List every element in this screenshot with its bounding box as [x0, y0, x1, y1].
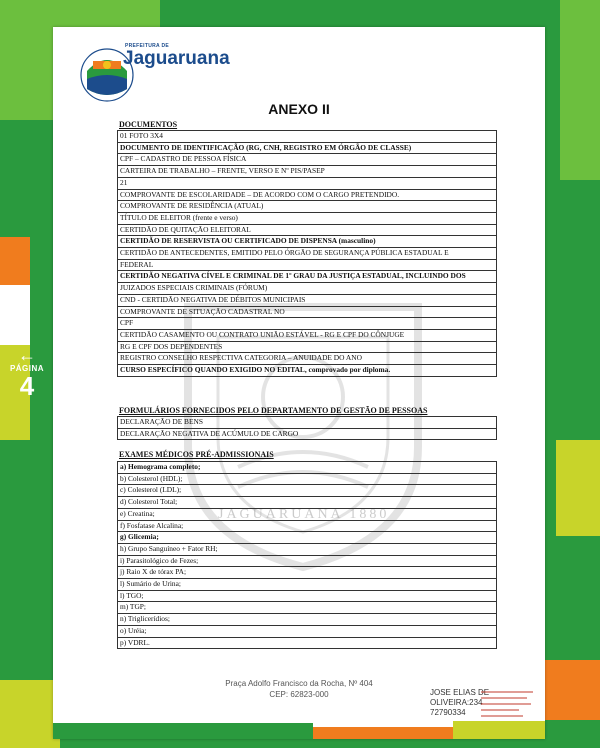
table-row [118, 473, 497, 485]
table-cell: CERTIDÃO CASAMENTO OU CONTRATO UNIÃO ESTÁVEL - RG E CPF DO CÔNJUGE [118, 329, 497, 341]
table-row [118, 579, 497, 591]
signer-line: JOSE ELIAS DE [430, 688, 490, 697]
documentos-table [117, 130, 497, 377]
table-row [118, 353, 497, 365]
table-cell: m) TGP; [118, 602, 497, 614]
table-cell: d) Colesterol Total; [118, 497, 497, 509]
table-row [118, 485, 497, 497]
table-cell: COMPROVANTE DE ESCOLARIDADE – DE ACORDO COM O CARGO PRETENDIDO. [118, 189, 497, 201]
page-label: PÁGINA [9, 364, 45, 373]
table-row [118, 602, 497, 614]
logo-title: Jaguaruana [123, 48, 230, 69]
table-cell: l) Sumário de Urina; [118, 579, 497, 591]
table-row [118, 329, 497, 341]
table-row [118, 555, 497, 567]
table-cell: n) Triglicerídios; [118, 614, 497, 626]
table-row [118, 177, 497, 189]
table-cell: CERTIDÃO NEGATIVA CÍVEL E CRIMINAL DE 1º GRAU DA JUSTIÇA ESTADUAL, INCLUINDO DOS [118, 271, 497, 283]
table-cell: FEDERAL [118, 259, 497, 271]
table-row [118, 236, 497, 248]
table-cell: CERTIDÃO DE RESERVISTA OU CERTIFICADO DE DISPENSA (masculino) [118, 236, 497, 248]
table-cell: i) Parasitológico de Fezes; [118, 555, 497, 567]
bg-stripe-orange [0, 237, 30, 285]
table-cell: l) TGO; [118, 590, 497, 602]
logo-subtitle: PREFEITURA DE [125, 43, 169, 49]
table-row [118, 248, 497, 260]
cep-line: CEP: 62823-000 [269, 690, 329, 699]
table-cell: CND - CERTIDÃO NEGATIVA DE DÉBITOS MUNICIPAIS [118, 294, 497, 306]
table-cell: TÍTULO DE ELEITOR (frente e verso) [118, 212, 497, 224]
table-cell: JUIZADOS ESPECIAIS CRIMINAIS (FÓRUM) [118, 283, 497, 295]
table-cell: DECLARAÇÃO DE BENS [118, 417, 497, 429]
bg-stripe-bottom-yellow [0, 680, 60, 748]
table-row [118, 365, 497, 377]
table-cell: o) Uréia; [118, 625, 497, 637]
bg-stripe-right-light [560, 0, 600, 180]
arrow-left-icon: ← [18, 345, 36, 365]
table-cell: RG E CPF DOS DEPENDENTES [118, 341, 497, 353]
page-number: 4 [19, 371, 35, 401]
table-row [118, 201, 497, 213]
table-cell: f) Fosfatase Alcalina; [118, 520, 497, 532]
table-row [118, 224, 497, 236]
footer-band [53, 717, 545, 739]
formularios-heading: FORMULÁRIOS FORNECIDOS PELO DEPARTAMENTO DE GESTÃO DE PESSOAS [119, 406, 428, 415]
table-row [118, 532, 497, 544]
table-row [118, 131, 497, 143]
watermark-text: JAGUARUANA 1880 [218, 507, 390, 522]
table-row [118, 189, 497, 201]
table-row [118, 520, 497, 532]
signer-line: 72790334 [430, 708, 466, 717]
table-row [118, 614, 497, 626]
table-row [118, 154, 497, 166]
table-row [118, 283, 497, 295]
table-cell: COMPROVANTE DE RESIDÊNCIA (ATUAL) [118, 201, 497, 213]
table-row [118, 567, 497, 579]
side-page-indicator[interactable] [4, 346, 50, 399]
table-cell: e) Creatina; [118, 508, 497, 520]
formularios-table [117, 416, 497, 440]
table-row [118, 142, 497, 154]
exames-heading: EXAMES MÉDICOS PRÉ-ADMISSIONAIS [119, 450, 274, 459]
table-cell: h) Grupo Sanguíneo + Fator RH; [118, 543, 497, 555]
table-cell: 01 FOTO 3X4 [118, 131, 497, 143]
table-cell: CPF – CADASTRO DE PESSOA FÍSICA [118, 154, 497, 166]
table-cell: REGISTRO CONSELHO RESPECTIVA CATEGORIA – ANUIDADE DO ANO [118, 353, 497, 365]
table-cell: g) Glicemia; [118, 532, 497, 544]
table-cell: CERTIDÃO DE QUITAÇÃO ELEITORAL [118, 224, 497, 236]
table-row [118, 341, 497, 353]
table-row [118, 590, 497, 602]
table-row [118, 508, 497, 520]
exames-table [117, 461, 497, 649]
table-row [118, 271, 497, 283]
footer-band-orange [313, 727, 453, 739]
table-row [118, 306, 497, 318]
table-cell: j) Raio X de tórax PA; [118, 567, 497, 579]
table-cell: DOCUMENTO DE IDENTIFICAÇÃO (RG, CNH, REGISTRO EM ÓRGÃO DE CLASSE) [118, 142, 497, 154]
table-cell: p) VDRL. [118, 637, 497, 649]
table-row [118, 428, 497, 440]
table-cell: DECLARAÇÃO NEGATIVA DE ACÚMULO DE CARGO [118, 428, 497, 440]
table-cell: b) Colesterol (HDL); [118, 473, 497, 485]
page-title: ANEXO II [268, 101, 330, 117]
table-row [118, 294, 497, 306]
table-cell: c) Colesterol (LDL); [118, 485, 497, 497]
table-cell: CERTIDÃO DE ANTECEDENTES, EMITIDO PELO ÓRGÃO DE SEGURANÇA PÚBLICA ESTADUAL E [118, 248, 497, 260]
table-cell: CARTEIRA DE TRABALHO – FRENTE, VERSO E Nº PIS/PASEP [118, 166, 497, 178]
table-row [118, 318, 497, 330]
bg-stripe-right-yellow [556, 440, 600, 536]
table-cell: COMPROVANTE DE SITUAÇÃO CADASTRAL NO [118, 306, 497, 318]
document-page [53, 27, 545, 739]
table-cell: CPF [118, 318, 497, 330]
bg-stripe-white [0, 285, 30, 345]
table-row [118, 637, 497, 649]
documentos-heading: DOCUMENTOS [119, 120, 178, 129]
table-row [118, 417, 497, 429]
table-row [118, 166, 497, 178]
footer-band-green [53, 723, 313, 739]
signer-line: OLIVEIRA:234 [430, 698, 483, 707]
footer-band-yellow [453, 721, 545, 739]
table-row [118, 543, 497, 555]
table-row [118, 625, 497, 637]
bg-stripe-right-orange [545, 660, 600, 720]
table-row [118, 497, 497, 509]
table-row [118, 462, 497, 474]
table-row [118, 212, 497, 224]
table-cell: a) Hemograma completo; [118, 462, 497, 474]
table-cell: CURSO ESPECÍFICO QUANDO EXIGIDO NO EDITAL, comprovado por diploma. [118, 365, 497, 377]
address-line: Praça Adolfo Francisco da Rocha, Nº 404 [225, 679, 373, 688]
table-cell: 21 [118, 177, 497, 189]
table-row [118, 259, 497, 271]
